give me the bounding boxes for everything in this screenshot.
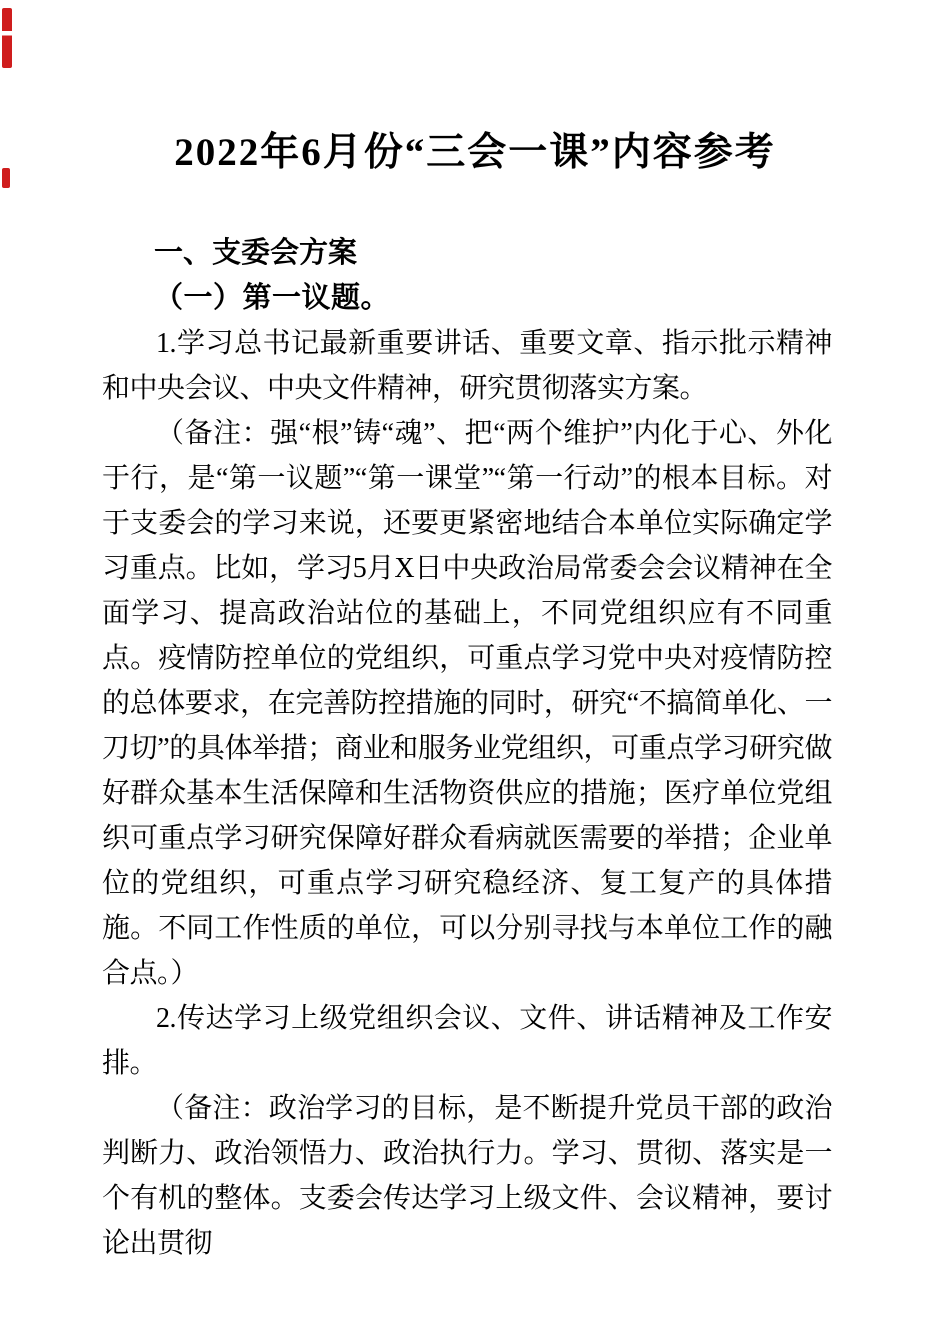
red-margin-fragment-lower-icon [2, 168, 10, 188]
subsection-heading-first-topic: （一）第一议题。 [154, 282, 391, 314]
paragraph-item-2: 2.传达学习上级党组织会议、文件、讲话精神及工作安排。 [102, 1003, 832, 1079]
document-body [102, 231, 832, 1266]
document-title: 2022年6月份“三会一课”内容参考 [174, 131, 776, 174]
red-margin-fragment-top-icon [2, 8, 12, 68]
paragraph-remark-1: （备注：强“根”铸“魂”、把“两个维护”内化于心、外化于行，是“第一议题”“第一课堂”“第一行动”的根本目标。对于支委会的学习来说，还要更紧密地结合本单位实际确定学习重点。比如，学习5月X日中央政治局常委会会议精神在全面学习、提高政治站位的基础上，不同党组织应有不同重点。疫情防控单位的党组织，可重点学习党中央对疫情防控的总体要求，在完善防控措施的同时，研究“不搞简单化、一刀切”的具体举措；商业和服务业党组织，可重点学习研究做好群众基本生活保障和生活物资供应的措施；医疗单位党组织可重点学习研究保障好群众看病就医需要的举措；企业单位的党组织，可重点学习研究稳经济、复工复产的具体措施。不同工作性质的单位，可以分别寻找与本单位工作的融合点。） [102, 418, 832, 989]
paragraph-remark-2: （备注：政治学习的目标，是不断提升党员干部的政治判断力、政治领悟力、政治执行力。学习、贯彻、落实是一个有机的整体。支委会传达学习上级文件、会议精神，要讨论出贯彻 [102, 1093, 832, 1259]
paragraph-item-1: 1.学习总书记最新重要讲话、重要文章、指示批示精神和中央会议、中央文件精神，研究贯彻落实方案。 [102, 328, 832, 404]
section-heading-zhiweihui-plan: 一、支委会方案 [154, 237, 358, 269]
